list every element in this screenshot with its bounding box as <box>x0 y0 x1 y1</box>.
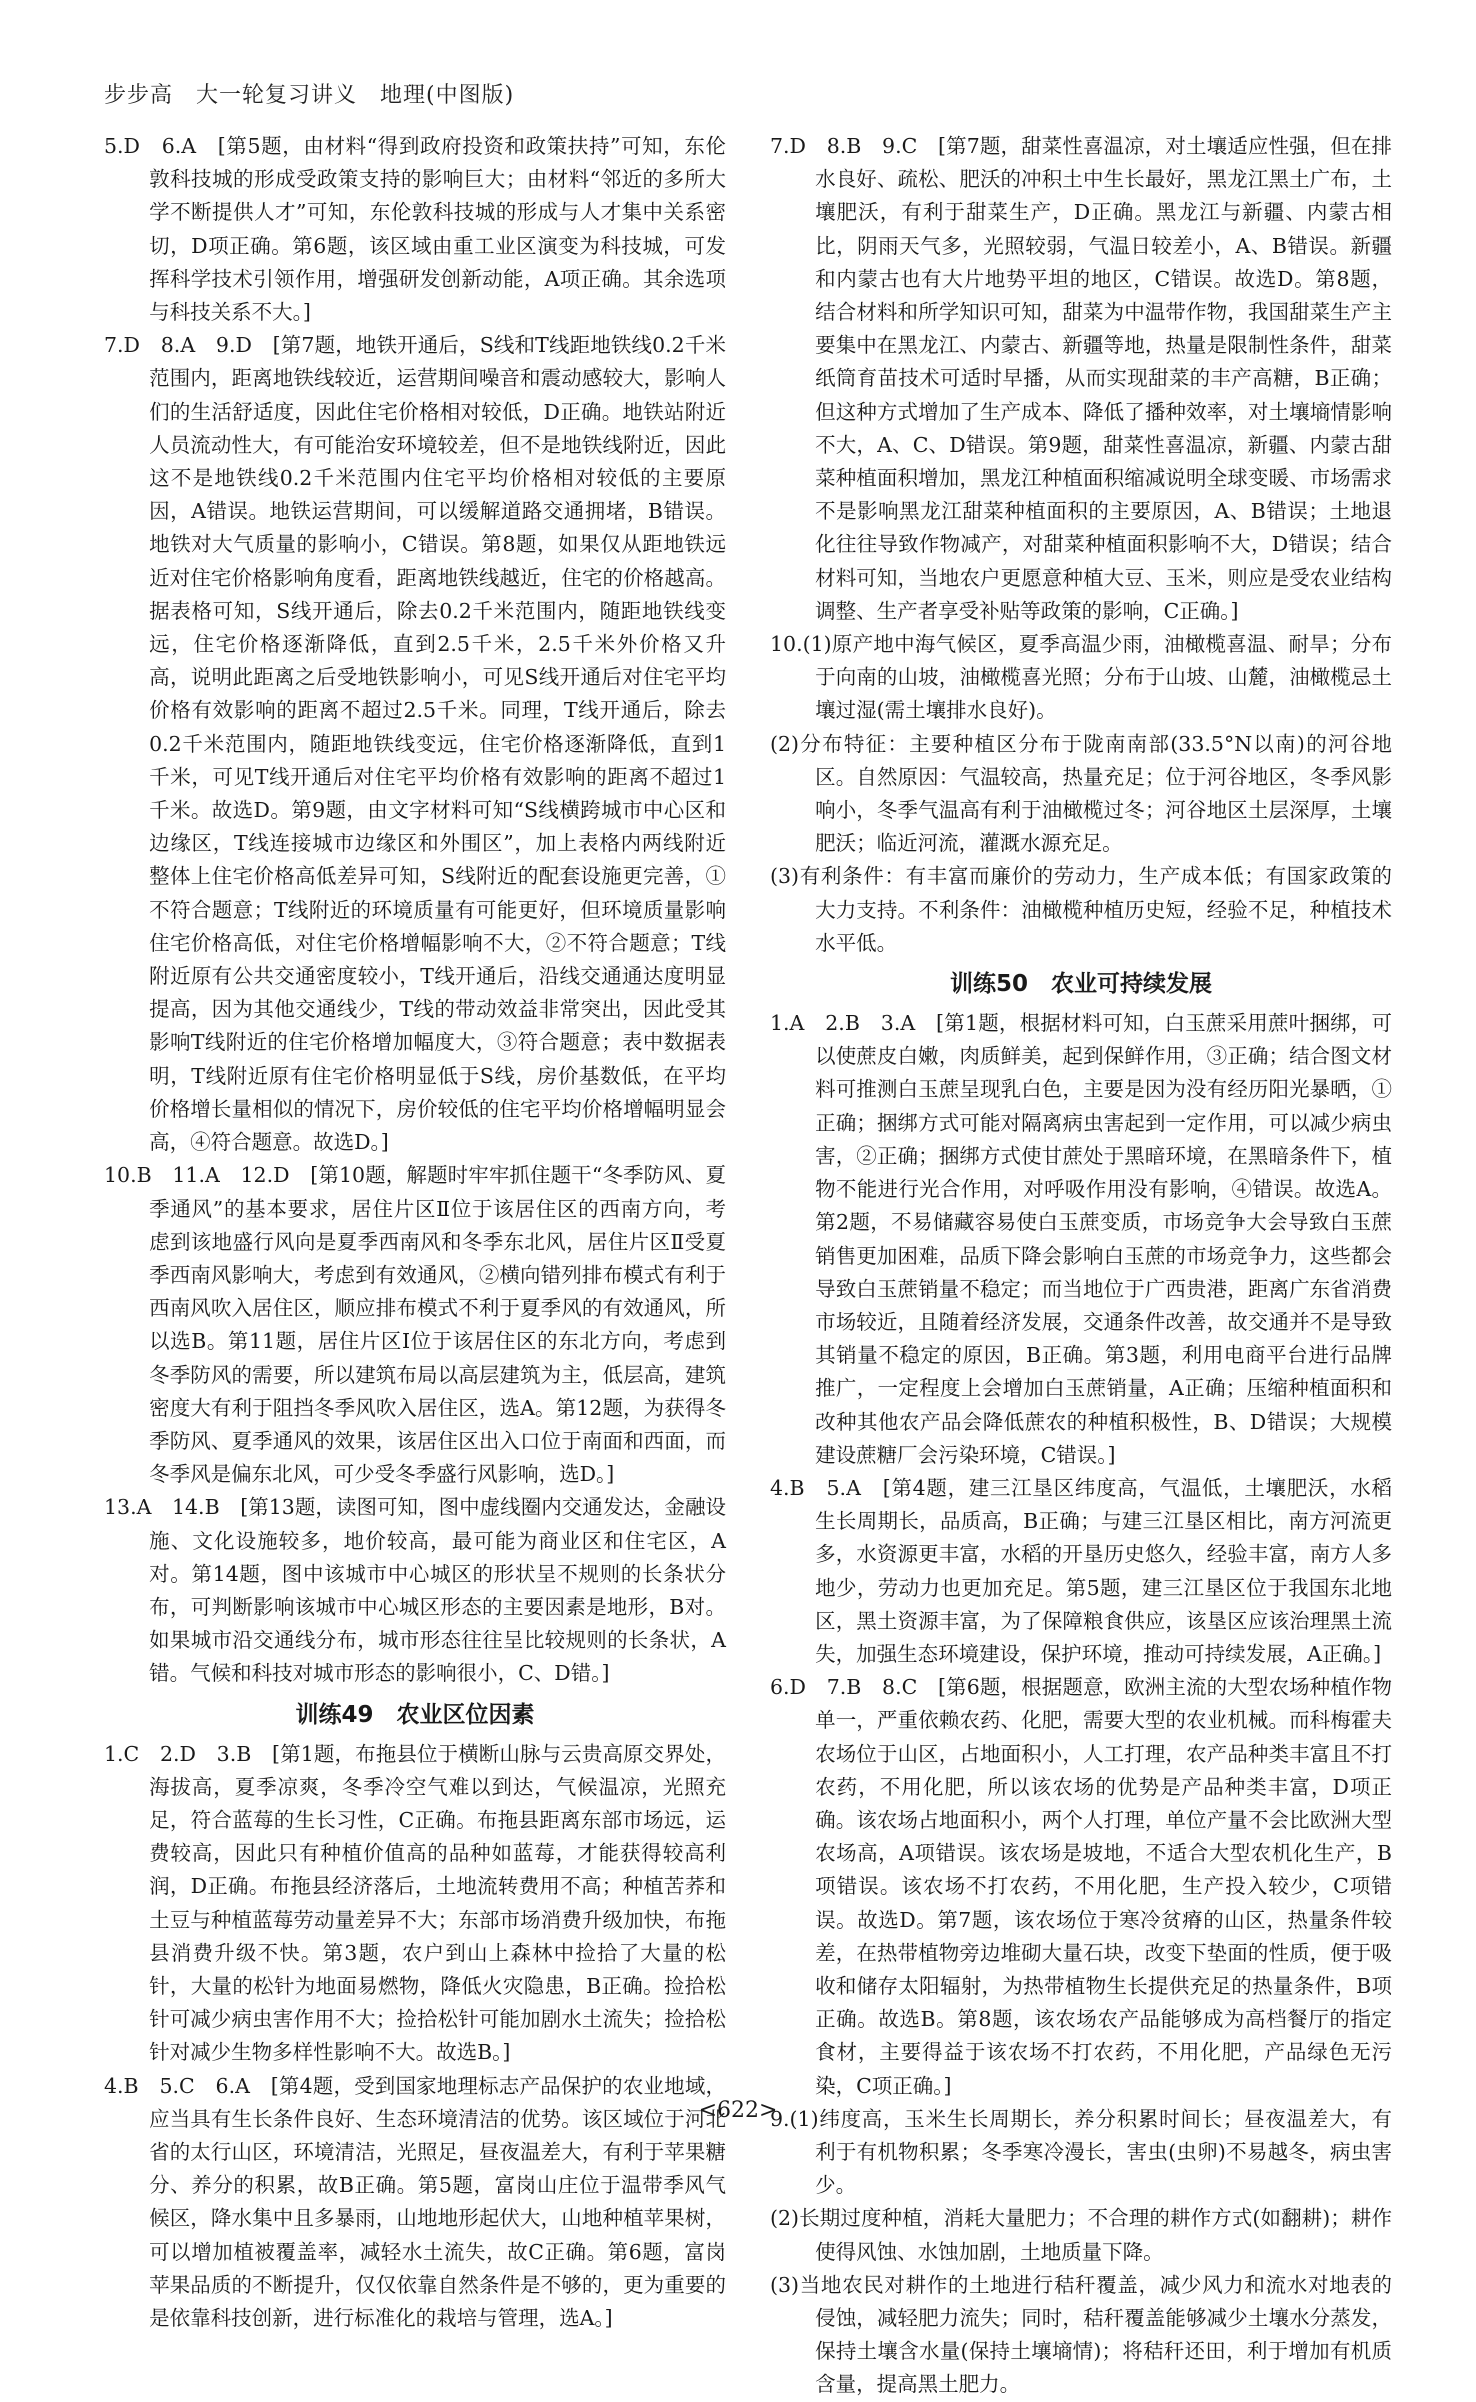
answer-paragraph: 7.D 8.A 9.D [第7题，地铁开通后，S线和T线距地铁线0.2千米范围内，距离地铁线较近，运营期间噪音和震动感较大，影响人们的生活舒适度，因此住宅价格相对较低，D正确。地铁站附近人员流动性大，有可能治安环境较差，但不是地铁线附近，因此这不是地铁线0.2千米范围内住宅平均价格相对较低的主要原因，A错误。地铁运营期间，可以缓解道路交通拥堵，B错误。地铁对大气质量的影响小，C错误。第8题，如果仅从距地铁远近对住宅价格影响角度看，距离地铁线越近，住宅的价格越高。据表格可知，S线开通后，除去0.2千米范围内，随距地铁线变远，住宅价格逐渐降低，直到2.5千米，2.5千米外价格又升高，说明此距离之后受地铁影响小，可见S线开通后对住宅平均价格有效影响的距离不超过2.5千米。同理，T线开通后，除去0.2千米范围内，随距地铁线变远，住宅价格逐渐降低，直到1千米，可见T线开通后对住宅平均价格有效影响的距离不超过1千米。故选D。第9题，由文字材料可知“S线横跨城市中心区和边缘区，T线连接城市边缘区和外围区”，加上表格内两线附近整体上住宅价格高低差异可知，S线附近的配套设施更完善，①不符合题意；T线附近的环境质量有可能更好，但环境质量影响住宅价格高低，对住宅价格增幅影响不大，②不符合题意；T线附近原有公共交通密度较小，T线开通后，沿线交通通达度明显提高，因为其他交通线少，T线的带动效益非常突出，因此受其影响T线附近的住宅价格增加幅度大，③符合题意；表中数据表明，T线附近原有住宅价格明显低于S线，房价基数低，在平均价格增长量相似的情况下，房价较低的住宅平均价格增幅明显会高，④符合题意。故选D。] <box>104 333 726 1155</box>
section-title: 训练49 农业区位因素 <box>295 1701 535 1728</box>
answer-paragraph: 1.A 2.B 3.A [第1题，根据材料可知，白玉蔗采用蔗叶捆绑，可以使蔗皮白嫩，肉质鲜美，起到保鲜作用，③正确；结合图文材料可推测白玉蔗呈现乳白色，主要是因为没有经历阳光暴晒，①正确；捆绑方式可能对隔离病虫害起到一定作用，可以减少病虫害，②正确；捆绑方式使甘蔗处于黑暗环境，在黑暗条件下，植物不能进行光合作用，对呼吸作用没有影响，④错误。故选A。第2题，不易储藏容易使白玉蔗变质，市场竞争大会导致白玉蔗销售更加困难，品质下降会影响白玉蔗的市场竞争力，这些都会导致白玉蔗销量不稳定；而当地位于广西贵港，距离广东省消费市场较近，且随着经济发展，交通条件改善，故交通并不是导致其销量不稳定的原因，B正确。第3题，利用电商平台进行品牌推广，一定程度上会增加白玉蔗销量，A正确；压缩种植面积和改种其他农产品会降低蔗农的种植积极性，B、D错误；大规模建设蔗糖厂会污染环境，C错误。] <box>770 1011 1392 1467</box>
running-header: 步步高 大一轮复习讲义 地理(中图版) <box>104 83 515 108</box>
answer-paragraph: 13.A 14.B [第13题，读图可知，图中虚线圈内交通发达，金融设施、文化设施较多，地价较高，最可能为商业区和住宅区，A对。第14题，图中该城市中心城区的形状呈不规则的长条状分布，可判断影响该城市中心城区形态的主要因素是地形，B对。如果城市沿交通线分布，城市形态往往呈比较规则的长条状，A错。气候和科技对城市形态的影响很小，C、D错。] <box>104 1495 726 1686</box>
answer-paragraph: 1.C 2.D 3.B [第1题，布拖县位于横断山脉与云贵高原交界处，海拔高，夏季凉爽，冬季冷空气难以到达，气候温凉，光照充足，符合蓝莓的生长习性，C正确。布拖县距离东部市场远，运费较高，因此只有种植价值高的品种如蓝莓，才能获得较高利润，D正确。布拖县经济落后，土地流转费用不高；种植苦荞和土豆与种植蓝莓劳动量差异不大；东部市场消费升级加快，布拖县消费升级不快。第3题，农户到山上森林中捡拾了大量的松针，大量的松针为地面易燃物，降低火灾隐患，B正确。捡拾松针可减少病虫害作用不大；捡拾松针可能加剧水土流失；捡拾松针对减少生物多样性影响不大。故选B。] <box>104 1741 726 2065</box>
answer-paragraph: 10.B 11.A 12.D [第10题，解题时牢牢抓住题干“冬季防风、夏季通风”的基本要求，居住片区Ⅱ位于该居住区的西南方向，考虑到该地盛行风向是夏季西南风和冬季东北风，居住片区Ⅱ受夏季西南风影响大，考虑到有效通风，②横向错列排布模式有利于西南风吹入居住区，顺应排布模式不利于夏季风的有效通风，所以选B。第11题，居住片区Ⅰ位于该居住区的东北方向，考虑到冬季防风的需要，所以建筑布局以高层建筑为主，低层高，建筑密度大有利于阻挡冬季风吹入居住区，选A。第12题，为获得冬季防风、夏季通风的效果，该居住区出入口位于南面和西面，而冬季风是偏东北风，可少受冬季盛行风影响，选D。] <box>104 1163 726 1487</box>
answer-paragraph: 5.D 6.A [第5题，由材料“得到政府投资和政策扶持”可知，东伦敦科技城的形成受政策支持的影响巨大；由材料“邻近的多所大学不断提供人才”可知，东伦敦科技城的形成与人才集中关系密切，D项正确。第6题，该区域由重工业区演变为科技城，可发挥科学技术引领作用，增强研发创新动能，A项正确。其余选项与科技关系不大。] <box>104 134 726 325</box>
answer-subparagraph: (2)分布特征：主要种植区分布于陇南南部(33.5°N以南)的河谷地区。自然原因：气温较高，热量充足；位于河谷地区，冬季风影响小，冬季气温高有利于油橄榄过冬；河谷地区土层深厚，土壤肥沃；临近河流，灌溉水源充足。 <box>770 731 1392 856</box>
page-number: <622> <box>698 2098 778 2123</box>
right-column <box>770 130 1392 2402</box>
answer-paragraph: 9.(1)纬度高，玉米生长周期长，养分积累时间长；昼夜温差大，有利于有机物积累；冬季寒冷漫长，害虫(虫卵)不易越冬，病虫害少。 <box>770 2106 1392 2198</box>
answer-paragraph: 10.(1)原产地中海气候区，夏季高温少雨，油橄榄喜温、耐旱；分布于向南的山坡，油橄榄喜光照；分布于山坡、山麓，油橄榄忌土壤过湿(需土壤排水良好)。 <box>770 632 1392 723</box>
section-title: 训练50 农业可持续发展 <box>949 971 1212 998</box>
left-column <box>104 130 726 2335</box>
answer-subparagraph: (3)有利条件：有丰富而廉价的劳动力，生产成本低；有国家政策的大力支持。不利条件：油橄榄种植历史短，经验不足，种植技术水平低。 <box>770 864 1392 955</box>
answer-paragraph: 4.B 5.A [第4题，建三江垦区纬度高，气温低，土壤肥沃，水稻生长周期长，品质高，B正确；与建三江垦区相比，南方河流更多，水资源更丰富，水稻的开垦历史悠久，经验丰富，南方人多地少，劳动力也更加充足。第5题，建三江垦区位于我国东北地区，黑土资源丰富，为了保障粮食供应，该垦区应该治理黑土流失，加强生态环境建设，保护环境，推动可持续发展，A正确。] <box>770 1475 1392 1666</box>
answer-subparagraph: (2)长期过度种植，消耗大量肥力；不合理的耕作方式(如翻耕)；耕作使得风蚀、水蚀加剧，土地质量下降。 <box>770 2206 1392 2264</box>
answer-paragraph: 4.B 5.C 6.A [第4题，受到国家地理标志产品保护的农业地域，应当具有生长条件良好、生态环境清洁的优势。该区域位于河北省的太行山区，环境清洁，光照足，昼夜温差大，有利于苹果糖分、养分的积累，故B正确。第5题，富岗山庄位于温带季风气候区，降水集中且多暴雨，山地地形起伏大，山地种植苹果树，可以增加植被覆盖率，减轻水土流失，故C正确。第6题，富岗苹果品质的不断提升，仅仅依靠自然条件是不够的，更为重要的是依靠科技创新，进行标准化的栽培与管理，选A。] <box>104 2073 726 2330</box>
answer-subparagraph: (3)当地农民对耕作的土地进行秸秆覆盖，减少风力和流水对地表的侵蚀，减轻肥力流失；同时，秸秆覆盖能够减少土壤水分蒸发，保持土壤含水量(保持土壤墒情)；将秸秆还田，利于增加有机质含量，提高黑土肥力。 <box>770 2272 1392 2397</box>
answer-paragraph: 6.D 7.B 8.C [第6题，根据题意，欧洲主流的大型农场种植作物单一，严重依赖农药、化肥，需要大型的农业机械。而科梅霍夫农场位于山区，占地面积小，人工打理，农产品种类丰富且不打农药，不用化肥，所以该农场的优势是产品种类丰富，D项正确。该农场占地面积小，两个人打理，单位产量不会比欧洲大型农场高，A项错误。该农场是坡地，不适合大型农机化生产，B项错误。该农场不打农药，不用化肥，生产投入较少，C项错误。故选D。第7题，该农场位于寒冷贫瘠的山区，热量条件较差，在热带植物旁边堆砌大量石块，改变下垫面的性质，便于吸收和储存太阳辐射，为热带植物生长提供充足的热量条件，B项正确。故选B。第8题，该农场农产品能够成为高档餐厅的指定食材，主要得益于该农场不打农药，不用化肥，产品绿色无污染，C项正确。] <box>770 1675 1392 2098</box>
answer-paragraph: 7.D 8.B 9.C [第7题，甜菜性喜温凉，对土壤适应性强，但在排水良好、疏松、肥沃的冲积土中生长最好，黑龙江黑土广布，土壤肥沃，有利于甜菜生产，D正确。黑龙江与新疆、内蒙古相比，阴雨天气多，光照较弱，气温日较差小，A、B错误。新疆和内蒙古也有大片地势平坦的地区，C错误。故选D。第8题，结合材料和所学知识可知，甜菜为中温带作物，我国甜菜生产主要集中在黑龙江、内蒙古、新疆等地，热量是限制性条件，甜菜纸筒育苗技术可适时早播，从而实现甜菜的丰产高糖，B正确；但这种方式增加了生产成本、降低了播种效率，对土壤墒情影响不大，A、C、D错误。第9题，甜菜性喜温凉，新疆、内蒙古甜菜种植面积增加，黑龙江种植面积缩减说明全球变暖、市场需求不是影响黑龙江甜菜种植面积的主要原因，A、B错误；土地退化往往导致作物减产，对甜菜种植面积影响不大，D错误；结合材料可知，当地农户更愿意种植大豆、玉米，则应是受农业结构调整、生产者享受补贴等政策的影响，C正确。] <box>770 134 1392 623</box>
